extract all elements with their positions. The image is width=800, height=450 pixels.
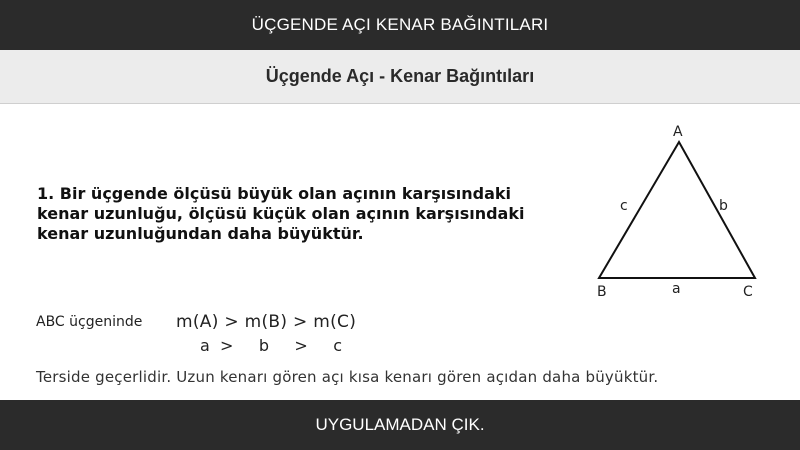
converse-note: Terside geçerlidir. Uzun kenarı gören açı kısa kenarı gören açıdan daha büyüktür.: [36, 368, 659, 386]
inequality-prefix: ABC üçgeninde: [36, 314, 143, 330]
side-c-label: c: [620, 198, 628, 214]
exit-app-button[interactable]: [0, 400, 800, 450]
side-a-label: a: [672, 281, 681, 297]
angle-inequality: m(A) > m(B) > m(C): [176, 312, 357, 332]
exit-app-label: UYGULAMADAN ÇIK.: [315, 415, 485, 434]
app-title-bar: [0, 0, 800, 50]
vertex-b-label: B: [597, 284, 607, 300]
triangle-diagram: [585, 120, 775, 300]
page-title: Üçgende Açı - Kenar Bağıntıları: [265, 66, 535, 86]
side-b-label: b: [719, 198, 728, 214]
rule-text: 1. Bir üçgende ölçüsü büyük olan açının karşısındaki kenar uzunluğu, ölçüsü küçük olan açının karşısındaki kenar uzunluğundan daha büyüktür.: [37, 184, 525, 243]
app-title: ÜÇGENDE AÇI KENAR BAĞINTILARI: [251, 15, 549, 34]
inequality-block: [36, 314, 596, 364]
side-inequality: a > b > c: [200, 336, 343, 355]
content-area: [0, 104, 800, 400]
vertex-c-label: C: [743, 284, 753, 300]
vertex-a-label: A: [673, 124, 683, 140]
section-header: [0, 50, 800, 104]
